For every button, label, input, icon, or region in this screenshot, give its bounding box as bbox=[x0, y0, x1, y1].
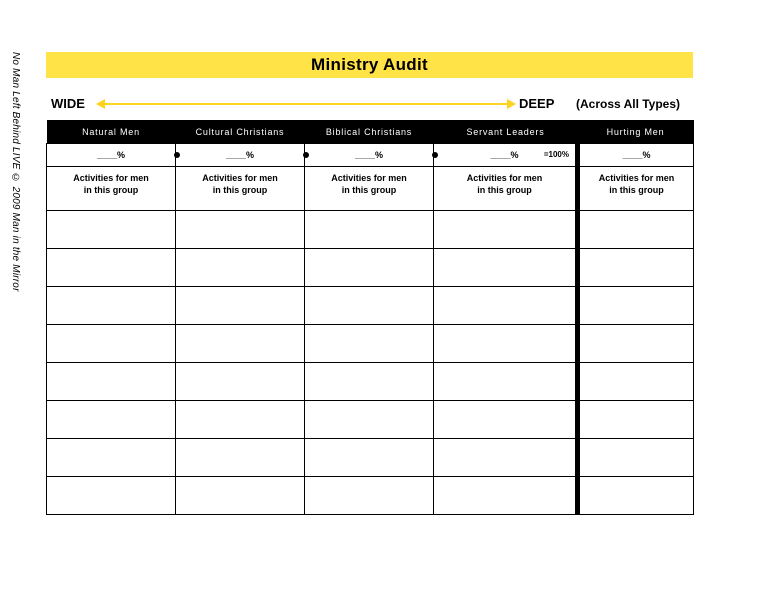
percent-row bbox=[47, 144, 694, 167]
activity-entry-row bbox=[47, 363, 694, 401]
column-header-hurting-men: Hurting Men bbox=[578, 120, 694, 144]
activities-label-line1: Activities for men bbox=[331, 173, 407, 183]
activity-entry-cell[interactable] bbox=[176, 249, 305, 287]
column-header-biblical-christians: Biblical Christians bbox=[305, 120, 434, 144]
activity-entry-row bbox=[47, 287, 694, 325]
column-header-servant-leaders: Servant Leaders bbox=[434, 120, 578, 144]
percent-cell-cultural-christians[interactable] bbox=[176, 144, 305, 167]
page-title: Ministry Audit bbox=[311, 55, 428, 74]
activity-entry-cell[interactable] bbox=[434, 325, 578, 363]
activity-entry-cell[interactable] bbox=[434, 249, 578, 287]
activities-label-line2: in this group bbox=[212, 185, 268, 195]
activity-entry-cell[interactable] bbox=[578, 477, 694, 515]
activity-entry-cell[interactable] bbox=[434, 287, 578, 325]
activity-entry-cell[interactable] bbox=[578, 439, 694, 477]
activities-label-cell bbox=[434, 167, 578, 211]
activity-entry-cell[interactable] bbox=[176, 325, 305, 363]
double-arrow-icon bbox=[96, 97, 516, 111]
activity-entry-row bbox=[47, 249, 694, 287]
wide-deep-scale bbox=[46, 94, 693, 114]
activities-label-cell bbox=[47, 167, 176, 211]
percent-cell-servant-leaders[interactable] bbox=[434, 144, 578, 167]
activity-entry-cell[interactable] bbox=[578, 325, 694, 363]
activities-label-cell bbox=[578, 167, 694, 211]
equals-100-label: =100% bbox=[543, 150, 569, 159]
percent-cell-biblical-christians[interactable] bbox=[305, 144, 434, 167]
deep-label: DEEP bbox=[519, 96, 555, 111]
activity-entry-cell[interactable] bbox=[305, 325, 434, 363]
activities-label-line1: Activities for men bbox=[598, 173, 675, 183]
activity-entry-cell[interactable] bbox=[47, 325, 176, 363]
percent-cell-hurting-men[interactable] bbox=[578, 144, 694, 167]
across-all-types-note: (Across All Types) bbox=[576, 97, 681, 111]
activities-label-line1: Activities for men bbox=[73, 173, 149, 183]
activity-entry-cell[interactable] bbox=[47, 211, 176, 249]
activity-entry-cell[interactable] bbox=[434, 401, 578, 439]
activity-entry-cell[interactable] bbox=[578, 249, 694, 287]
activity-entry-cell[interactable] bbox=[305, 439, 434, 477]
activities-label-line2: in this group bbox=[609, 185, 664, 195]
copyright-side-note: No Man Left Behind LIVE © 2009 Man in the Mirror bbox=[10, 52, 21, 292]
percent-blank: ____% bbox=[354, 150, 384, 160]
percent-blank: ____% bbox=[96, 150, 126, 160]
activity-entry-cell[interactable] bbox=[47, 477, 176, 515]
activities-label-line1: Activities for men bbox=[202, 173, 278, 183]
activities-label-cell bbox=[176, 167, 305, 211]
activity-entry-cell[interactable] bbox=[578, 211, 694, 249]
plus-dot-icon bbox=[303, 152, 309, 158]
activity-entry-cell[interactable] bbox=[434, 363, 578, 401]
activities-label-line2: in this group bbox=[83, 185, 139, 195]
activities-label-row bbox=[47, 167, 694, 211]
activities-label-cell bbox=[305, 167, 434, 211]
plus-dot-icon bbox=[174, 152, 180, 158]
activity-entry-cell[interactable] bbox=[176, 439, 305, 477]
activity-entry-cell[interactable] bbox=[305, 211, 434, 249]
activity-entry-cell[interactable] bbox=[578, 401, 694, 439]
header-row bbox=[47, 120, 694, 144]
percent-blank: ____% bbox=[225, 150, 255, 160]
activity-entry-row bbox=[47, 401, 694, 439]
activity-entry-cell[interactable] bbox=[305, 477, 434, 515]
activities-label-line2: in this group bbox=[477, 185, 532, 195]
activity-entry-row bbox=[47, 439, 694, 477]
activity-entry-row bbox=[47, 477, 694, 515]
plus-dot-icon bbox=[432, 152, 438, 158]
activity-entry-cell[interactable] bbox=[434, 439, 578, 477]
audit-table-wrap bbox=[46, 120, 693, 521]
activity-entry-cell[interactable] bbox=[176, 211, 305, 249]
wide-label: WIDE bbox=[51, 96, 85, 111]
column-header-cultural-christians: Cultural Christians bbox=[176, 120, 305, 144]
activity-entry-cell[interactable] bbox=[578, 363, 694, 401]
activity-entry-cell[interactable] bbox=[47, 439, 176, 477]
activity-entry-cell[interactable] bbox=[47, 287, 176, 325]
percent-blank: ____% bbox=[490, 150, 519, 160]
activity-entry-cell[interactable] bbox=[176, 477, 305, 515]
activity-entry-row bbox=[47, 325, 694, 363]
column-header-natural-men: Natural Men bbox=[47, 120, 176, 144]
percent-cell-natural-men[interactable] bbox=[47, 144, 176, 167]
activity-entry-cell[interactable] bbox=[176, 363, 305, 401]
activity-entry-cell[interactable] bbox=[47, 249, 176, 287]
activity-entry-row bbox=[47, 211, 694, 249]
percent-blank: ____% bbox=[622, 150, 651, 160]
activity-entry-cell[interactable] bbox=[176, 287, 305, 325]
activity-entry-cell[interactable] bbox=[578, 287, 694, 325]
activity-entry-cell[interactable] bbox=[434, 477, 578, 515]
activity-entry-cell[interactable] bbox=[47, 363, 176, 401]
activities-label-line1: Activities for men bbox=[466, 173, 543, 183]
activity-entry-cell[interactable] bbox=[305, 287, 434, 325]
activity-entry-cell[interactable] bbox=[176, 401, 305, 439]
title-bar bbox=[46, 52, 693, 78]
activity-entry-cell[interactable] bbox=[47, 401, 176, 439]
activity-entry-cell[interactable] bbox=[305, 249, 434, 287]
activity-entry-cell[interactable] bbox=[434, 211, 578, 249]
activities-label-line2: in this group bbox=[341, 185, 397, 195]
activity-entry-cell[interactable] bbox=[305, 363, 434, 401]
audit-table bbox=[46, 120, 694, 515]
activity-entry-cell[interactable] bbox=[305, 401, 434, 439]
